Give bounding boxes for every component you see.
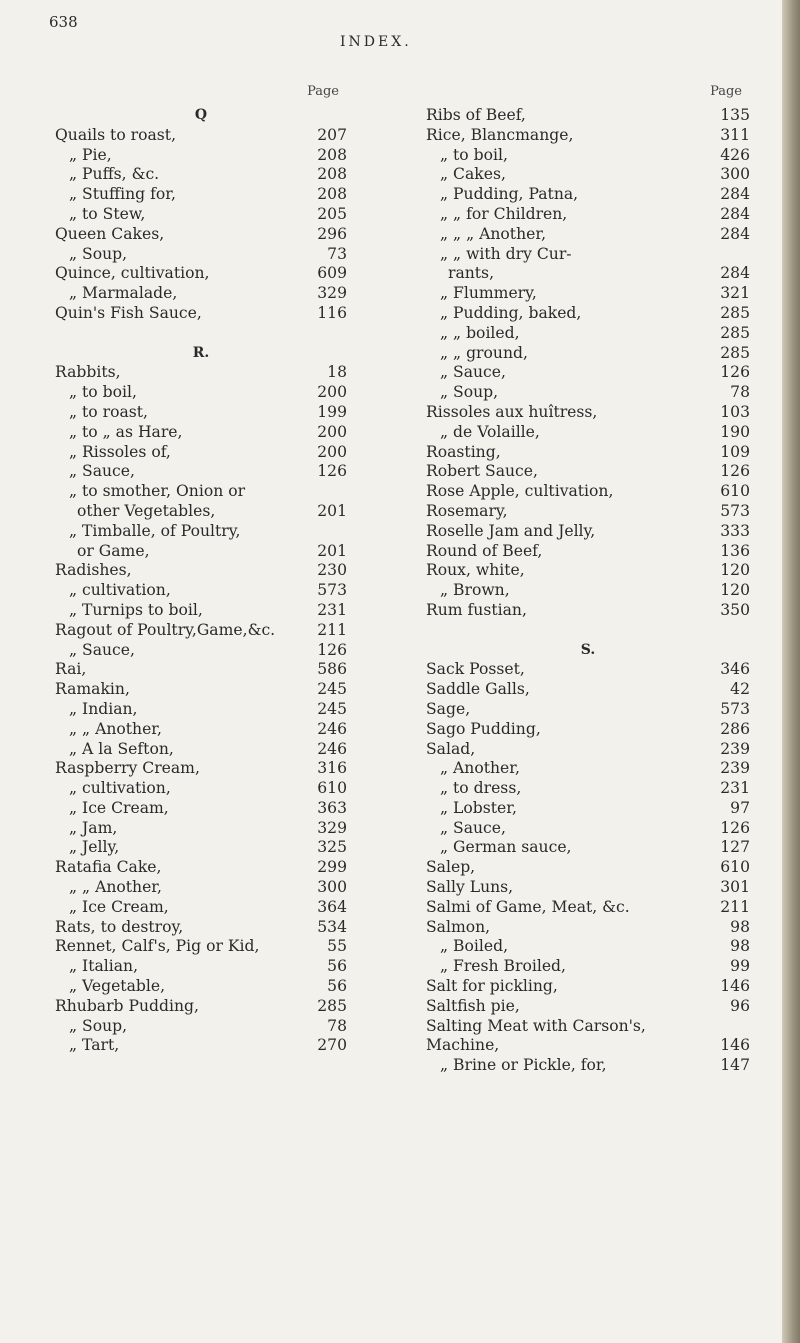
entry-text: „ Rissoles of,	[69, 442, 171, 461]
index-entry	[55, 740, 347, 760]
index-entry	[55, 363, 347, 383]
entry-text: Salep,	[426, 858, 476, 877]
entry-page-number: 284	[720, 224, 750, 243]
index-entry	[55, 185, 347, 205]
entry-text: „ Soup,	[69, 244, 128, 263]
index-entry	[55, 245, 347, 265]
index-entry	[426, 720, 750, 740]
entry-page-number: 245	[317, 680, 347, 699]
index-entry	[426, 264, 750, 284]
index-entry	[55, 423, 347, 443]
index-entry	[426, 937, 750, 957]
index-entry	[55, 146, 347, 166]
entry-page-number: 239	[720, 739, 750, 758]
entry-page-number: 55	[327, 937, 347, 956]
index-entry	[426, 878, 750, 898]
index-entry	[426, 522, 750, 542]
entry-text: Sally Luns,	[426, 878, 514, 897]
index-entry	[55, 660, 347, 680]
index-entry	[426, 146, 750, 166]
entry-text: Salting Meat with Carson's,	[426, 1016, 646, 1035]
page-column-label: Page	[307, 84, 339, 99]
index-entry	[426, 1056, 750, 1076]
entry-text: „ Brown,	[440, 581, 510, 600]
entry-text: „ Sauce,	[69, 462, 135, 481]
index-entry	[55, 858, 347, 878]
entry-text: „ to Stew,	[69, 204, 146, 223]
index-entry	[55, 403, 347, 423]
entry-text: „ Timballe, of Poultry,	[69, 521, 241, 540]
entry-page-number: 573	[317, 581, 347, 600]
index-entry	[426, 165, 750, 185]
entry-page-number: 56	[327, 957, 347, 976]
index-entry	[426, 898, 750, 918]
index-entry	[55, 819, 347, 839]
entry-page-number: 534	[317, 917, 347, 936]
index-entry	[55, 522, 347, 542]
entry-text: „ Pudding, Patna,	[440, 185, 579, 204]
index-entry	[426, 482, 750, 502]
entry-text: Roux, white,	[426, 561, 525, 580]
index-entry	[426, 858, 750, 878]
index-entry	[426, 502, 750, 522]
index-entry	[55, 264, 347, 284]
index-entry	[55, 621, 347, 641]
entry-text: Rabbits,	[55, 363, 121, 382]
index-entry	[55, 799, 347, 819]
entry-page-number: 116	[317, 303, 347, 322]
entry-page-number: 284	[720, 204, 750, 223]
index-entry	[426, 443, 750, 463]
entry-page-number: 211	[720, 897, 750, 916]
entry-text: Rum fustian,	[426, 600, 527, 619]
entry-text: „ to boil,	[440, 145, 508, 164]
index-entry	[55, 997, 347, 1017]
index-entry	[426, 977, 750, 997]
entry-text: Machine,	[426, 1036, 500, 1055]
entry-page-number: 346	[720, 660, 750, 679]
entry-page-number: 321	[720, 284, 750, 303]
entry-text: „ Jelly,	[69, 838, 120, 857]
entry-page-number: 245	[317, 699, 347, 718]
entry-page-number: 146	[720, 977, 750, 996]
entry-text: Radishes,	[55, 561, 132, 580]
entry-text: „ Puffs, &c.	[69, 165, 160, 184]
entry-text: „ Lobster,	[440, 798, 517, 817]
entry-text: „ „ Another,	[69, 719, 162, 738]
index-entry	[55, 225, 347, 245]
entry-text: „ Soup,	[440, 383, 499, 402]
index-entry	[55, 126, 347, 146]
entry-page-number: 126	[720, 462, 750, 481]
entry-text: „ „ „ Another,	[440, 224, 547, 243]
entry-page-number: 329	[317, 818, 347, 837]
index-entry	[55, 284, 347, 304]
entry-page-number: 333	[720, 521, 750, 540]
index-entry	[55, 443, 347, 463]
entry-text: Roselle Jam and Jelly,	[426, 521, 596, 540]
entry-text: Saltfish pie,	[426, 996, 520, 1015]
entry-page-number: 286	[720, 719, 750, 738]
index-entry	[55, 502, 347, 522]
entry-page-number: 231	[317, 600, 347, 619]
index-entry	[426, 542, 750, 562]
entry-text: „ Pudding, baked,	[440, 303, 582, 322]
entry-page-number: 426	[720, 145, 750, 164]
index-entry	[55, 779, 347, 799]
entry-page-number: 207	[317, 125, 347, 144]
entry-page-number: 350	[720, 600, 750, 619]
index-entry	[426, 621, 750, 641]
entry-page-number: 126	[720, 363, 750, 382]
index-entry	[426, 957, 750, 977]
entry-page-number: 285	[720, 343, 750, 362]
entry-text: „ de Volaille,	[440, 422, 540, 441]
entry-page-number: 99	[730, 957, 750, 976]
index-entry	[55, 878, 347, 898]
entry-text: Rennet, Calf's, Pig or Kid,	[55, 937, 260, 956]
index-entry	[55, 106, 347, 126]
index-entry	[55, 957, 347, 977]
index-entry	[426, 700, 750, 720]
running-head: INDEX.	[340, 34, 412, 50]
entry-text: „ Tart,	[69, 1036, 120, 1055]
entry-page-number: 610	[720, 482, 750, 501]
index-entry	[426, 205, 750, 225]
entry-page-number: 208	[317, 185, 347, 204]
index-entry	[426, 779, 750, 799]
entry-page-number: 284	[720, 185, 750, 204]
entry-page-number: 610	[317, 779, 347, 798]
entry-text: „ Ice Cream,	[69, 798, 169, 817]
index-entry	[55, 838, 347, 858]
entry-page-number: 301	[720, 878, 750, 897]
index-entry	[426, 403, 750, 423]
entry-page-number: 230	[317, 561, 347, 580]
entry-page-number: 126	[317, 640, 347, 659]
index-entry	[55, 601, 347, 621]
entry-text: „ Fresh Broiled,	[440, 957, 566, 976]
entry-page-number: 208	[317, 145, 347, 164]
entry-text: Round of Beef,	[426, 541, 543, 560]
entry-text: „ „ boiled,	[440, 323, 520, 342]
entry-text: Quails to roast,	[55, 125, 177, 144]
entry-text: Salt for pickling,	[426, 977, 558, 996]
entry-page-number: 205	[317, 204, 347, 223]
entry-text: „ „ Another,	[69, 878, 162, 897]
index-entry	[55, 720, 347, 740]
entry-page-number: 239	[720, 759, 750, 778]
index-entry	[55, 561, 347, 581]
entry-text: or Game,	[77, 541, 150, 560]
index-entry	[55, 383, 347, 403]
entry-text: Queen Cakes,	[55, 224, 165, 243]
entry-page-number: 120	[720, 561, 750, 580]
index-entry	[426, 126, 750, 146]
entry-page-number: 200	[317, 422, 347, 441]
entry-page-number: 18	[327, 363, 347, 382]
index-entry	[426, 185, 750, 205]
entry-text: „ Soup,	[69, 1016, 128, 1035]
entry-page-number: 299	[317, 858, 347, 877]
entry-text: Rats, to destroy,	[55, 917, 184, 936]
entry-text: Roasting,	[426, 442, 501, 461]
index-column-left	[55, 84, 347, 1056]
entry-page-number: 199	[317, 402, 347, 421]
entry-page-number: 109	[720, 442, 750, 461]
index-entry	[55, 324, 347, 344]
entry-page-number: 211	[317, 620, 347, 639]
entry-text: Rosemary,	[426, 501, 508, 520]
entry-page-number: 147	[720, 1056, 750, 1075]
entry-page-number: 120	[720, 581, 750, 600]
entry-page-number: 246	[317, 719, 347, 738]
entry-page-number: 127	[720, 838, 750, 857]
entry-text: rants,	[448, 264, 495, 283]
index-entry	[55, 641, 347, 661]
entry-text: „ Pie,	[69, 145, 112, 164]
entry-text: „ Sauce,	[69, 640, 135, 659]
entry-text: Rai,	[55, 660, 87, 679]
entry-text: „ „ with dry Cur-	[440, 244, 572, 263]
entry-text: Robert Sauce,	[426, 462, 538, 481]
index-entry	[426, 106, 750, 126]
entry-text: „ Boiled,	[440, 937, 509, 956]
entry-text: „ Marmalade,	[69, 284, 178, 303]
index-entry	[426, 1036, 750, 1056]
index-entry	[426, 581, 750, 601]
entry-text: „ Brine or Pickle, for,	[440, 1056, 607, 1075]
index-entry	[426, 423, 750, 443]
entry-text: Sago Pudding,	[426, 719, 541, 738]
index-entry	[426, 344, 750, 364]
entry-page-number: 201	[317, 501, 347, 520]
entry-page-number: 78	[730, 383, 750, 402]
entry-text: Rice, Blancmange,	[426, 125, 574, 144]
entry-page-number: 311	[720, 125, 750, 144]
section-letter: S.	[580, 641, 596, 658]
entry-page-number: 126	[720, 818, 750, 837]
entry-text: Quin's Fish Sauce,	[55, 303, 202, 322]
index-entry	[426, 225, 750, 245]
index-entry	[426, 759, 750, 779]
entry-text: „ Indian,	[69, 699, 138, 718]
entry-page-number: 364	[317, 897, 347, 916]
entry-text: „ Turnips to boil,	[69, 600, 203, 619]
entry-text: Ragout of Poultry,Game,&c.	[55, 620, 276, 639]
index-entry	[426, 799, 750, 819]
entry-page-number: 300	[720, 165, 750, 184]
entry-page-number: 285	[720, 323, 750, 342]
entry-text: „ to smother, Onion or	[69, 482, 246, 501]
entry-text: „ cultivation,	[69, 779, 171, 798]
entry-text: Salmi of Game, Meat, &c.	[426, 897, 630, 916]
entry-page-number: 609	[317, 264, 347, 283]
entry-page-number: 270	[317, 1036, 347, 1055]
entry-text: Rissoles aux huîtress,	[426, 402, 598, 421]
entry-page-number: 56	[327, 977, 347, 996]
entry-page-number: 98	[730, 937, 750, 956]
entry-text: „ Italian,	[69, 957, 139, 976]
index-entry	[426, 363, 750, 383]
entry-page-number: 98	[730, 917, 750, 936]
index-entry	[55, 165, 347, 185]
index-entry	[55, 680, 347, 700]
index-entry	[426, 601, 750, 621]
entry-page-number: 135	[720, 106, 750, 124]
index-entry	[55, 462, 347, 482]
entry-page-number: 136	[720, 541, 750, 560]
entry-text: „ A la Sefton,	[69, 739, 174, 758]
index-entry	[426, 997, 750, 1017]
entry-text: „ Jam,	[69, 818, 118, 837]
index-entry	[426, 918, 750, 938]
entry-page-number: 296	[317, 224, 347, 243]
entry-page-number: 246	[317, 739, 347, 758]
entry-text: Sage,	[426, 699, 471, 718]
index-entry	[55, 482, 347, 502]
section-letter: Q	[194, 107, 208, 123]
entry-text: „ to dress,	[440, 779, 522, 798]
index-entry	[426, 819, 750, 839]
index-entry	[55, 700, 347, 720]
entry-text: „ Sauce,	[440, 363, 506, 382]
index-entry	[426, 284, 750, 304]
entry-text: „ to „ as Hare,	[69, 422, 183, 441]
entry-page-number: 285	[317, 996, 347, 1015]
entry-text: Rhubarb Pudding,	[55, 996, 199, 1015]
entry-text: „ to boil,	[69, 383, 137, 402]
index-entry	[426, 561, 750, 581]
entry-page-number: 284	[720, 264, 750, 283]
entry-page-number: 96	[730, 996, 750, 1015]
entry-page-number: 201	[317, 541, 347, 560]
index-entry	[55, 1017, 347, 1037]
entry-text: Rose Apple, cultivation,	[426, 482, 614, 501]
entry-page-number: 573	[720, 699, 750, 718]
entry-page-number: 200	[317, 442, 347, 461]
entry-page-number: 78	[327, 1016, 347, 1035]
index-entry	[426, 1017, 750, 1037]
entry-text: „ Ice Cream,	[69, 897, 169, 916]
entry-text: „ Stuffing for,	[69, 185, 176, 204]
entry-page-number: 329	[317, 284, 347, 303]
entry-text: „ Flummery,	[440, 284, 537, 303]
entry-page-number: 316	[317, 759, 347, 778]
index-entry	[426, 245, 750, 265]
entry-text: other Vegetables,	[77, 501, 216, 520]
entry-text: Saddle Galls,	[426, 680, 530, 699]
index-entry	[426, 324, 750, 344]
index-entry	[55, 898, 347, 918]
entry-page-number: 208	[317, 165, 347, 184]
index-entry	[426, 660, 750, 680]
entry-text: Sack Posset,	[426, 660, 525, 679]
entry-page-number: 325	[317, 838, 347, 857]
entry-page-number: 231	[720, 779, 750, 798]
entry-text: „ cultivation,	[69, 581, 171, 600]
entry-text: Ribs of Beef,	[426, 106, 526, 124]
index-entry	[55, 205, 347, 225]
entry-page-number: 573	[720, 501, 750, 520]
section-letter: R.	[192, 344, 210, 361]
entry-text: „ to roast,	[69, 402, 149, 421]
entry-text: Quince, cultivation,	[55, 264, 210, 283]
index-entry	[55, 759, 347, 779]
entry-page-number: 586	[317, 660, 347, 679]
index-entry	[426, 383, 750, 403]
entry-text: „ „ ground,	[440, 343, 528, 362]
entry-text: Salad,	[426, 739, 476, 758]
entry-text: „ Sauce,	[440, 818, 506, 837]
index-entry	[55, 304, 347, 324]
entry-text: Raspberry Cream,	[55, 759, 200, 778]
index-entry	[426, 838, 750, 858]
entry-text: „ „ for Children,	[440, 204, 568, 223]
entry-page-number: 363	[317, 798, 347, 817]
entry-text: Salmon,	[426, 917, 491, 936]
entry-page-number: 610	[720, 858, 750, 877]
entry-text: „ Cakes,	[440, 165, 506, 184]
entry-text: „ German sauce,	[440, 838, 572, 857]
index-entry	[55, 937, 347, 957]
index-entry	[55, 542, 347, 562]
entry-page-number: 190	[720, 422, 750, 441]
entry-page-number: 73	[327, 244, 347, 263]
index-entry	[55, 1036, 347, 1056]
entry-page-number: 200	[317, 383, 347, 402]
index-column-right	[426, 84, 750, 1076]
entry-page-number: 97	[730, 798, 750, 817]
entry-text: Ramakin,	[55, 680, 130, 699]
page-number: 638	[49, 13, 78, 31]
page-column-label: Page	[710, 84, 742, 99]
entry-page-number: 103	[720, 402, 750, 421]
entry-page-number: 126	[317, 462, 347, 481]
entry-text: „ Vegetable,	[69, 977, 166, 996]
index-entry	[426, 304, 750, 324]
entry-page-number: 285	[720, 303, 750, 322]
index-entry	[426, 641, 750, 661]
entry-page-number: 300	[317, 878, 347, 897]
index-entry	[55, 977, 347, 997]
entry-page-number: 42	[730, 680, 750, 699]
index-entry	[426, 462, 750, 482]
entry-text: Ratafia Cake,	[55, 858, 162, 877]
index-entry	[426, 680, 750, 700]
entry-page-number: 146	[720, 1036, 750, 1055]
index-entry	[55, 344, 347, 364]
entry-text: „ Another,	[440, 759, 520, 778]
index-entry	[55, 581, 347, 601]
index-entry	[55, 918, 347, 938]
index-entry	[426, 740, 750, 760]
page-edge	[782, 0, 800, 1343]
